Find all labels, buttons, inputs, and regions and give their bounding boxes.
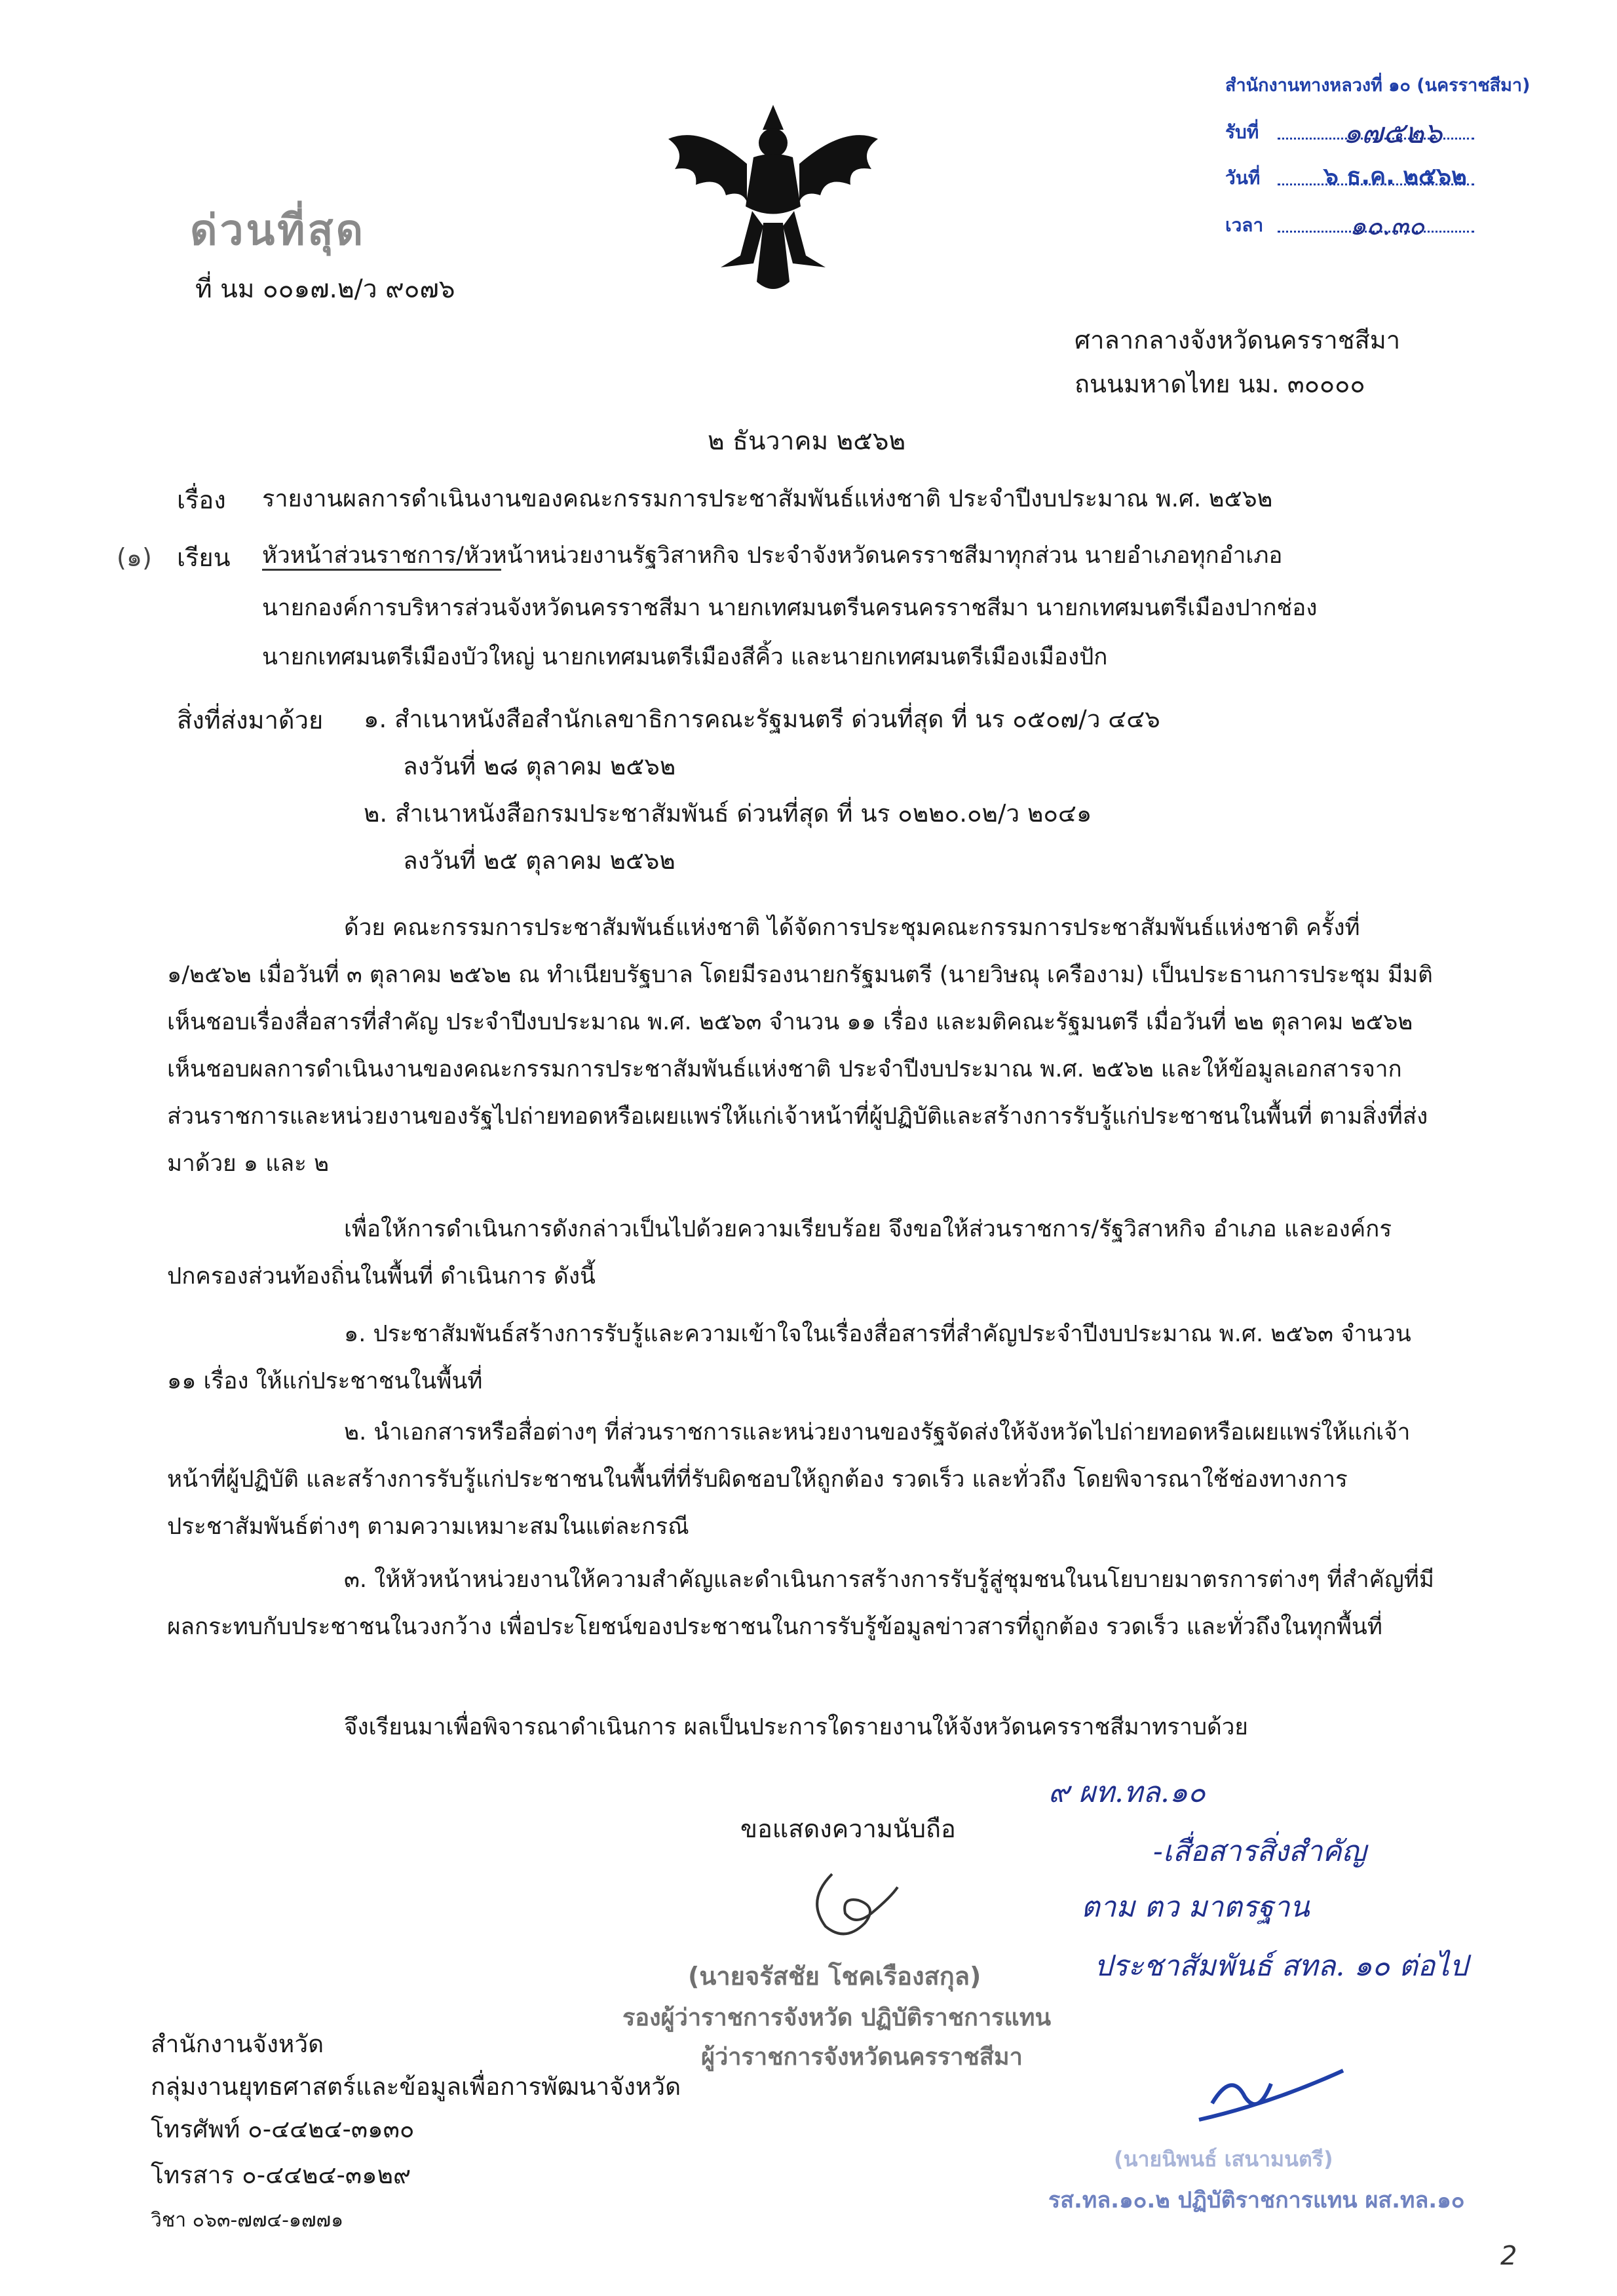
- handwritten-note-line-4: ประชาสัมพันธ์ สทล. ๑๐ ต่อไป: [1094, 1949, 1468, 1983]
- urgency-stamp: ด่วนที่สุด: [190, 206, 366, 255]
- signature: [793, 1861, 911, 1946]
- recipient-line-3: นายกเทศมนตรีเมืองบัวใหญ่ นายกเทศมนตรีเมืองสีคิ้ว และนายกเทศมนตรีเมืองเมืองปัก: [262, 644, 1108, 670]
- body-paragraph-2: เพื่อให้การดำเนินการดังกล่าวเป็นไปด้วยความเรียบร้อย จึงขอให้ส่วนราชการ/รัฐวิสาหกิจ อำเภอ และองค์กรปกครองส่วนท้องถิ่นในพื้นที่ ดำเนินการ ดังนี้: [167, 1216, 1392, 1290]
- signer-position-1: รองผู้ว่าราชการจังหวัด ปฏิบัติราชการแทน: [622, 2004, 1052, 2031]
- enclosure-item-1-date: ลงวันที่ ๒๘ ตุลาคม ๒๕๖๒: [403, 752, 676, 780]
- body-item-3: ๓. ให้หัวหน้าหน่วยงานให้ความสำคัญและดำเนินการสร้างการรับรู้สู่ชุมชนในนโยบายมาตรการต่างๆ ที่สำคัญที่มีผลกระทบกับประชาชนในวงกว้าง เพื่อประโยชน์ของประชาชนในการรับรู้ข้อมูลข่าวสารที่ถูกต้อง รวดเร็ว และทั่วถึงในทุกพื้นที่: [167, 1567, 1435, 1640]
- office-line-2: กลุ่มงานยุทธศาสตร์และข้อมูลเพื่อการพัฒนาจังหวัด: [151, 2073, 681, 2101]
- receipt-time-label: เวลา: [1225, 214, 1264, 236]
- recipient-line-1: หัวหน้าส่วนราชการ/หัวหน้าหน่วยงานรัฐวิสาหกิจ ประจำจังหวัดนครราชสีมาทุกส่วน นายอำเภอทุกอำเภอ: [262, 543, 1283, 569]
- recipient-label: เรียน: [177, 543, 231, 572]
- office-code: วิชา ๐๖๓-๗๗๔-๑๗๗๑: [151, 2209, 344, 2232]
- body-item-1: ๑. ประชาสัมพันธ์สร้างการรับรู้และความเข้าใจในเรื่องสื่อสารที่สำคัญประจำปีงบประมาณ พ.ศ. ๒๕๖๓ จำนวน ๑๑ เรื่อง ให้แก่ประชาชนในพื้นที่: [167, 1321, 1411, 1394]
- closing-salutation: ขอแสดงความนับถือ: [740, 1814, 956, 1843]
- receipt-time-value: ๑๐.๓๐: [1350, 211, 1425, 241]
- handwritten-note-line-2: -เสื่อสารสิ่งสำคัญ: [1153, 1835, 1367, 1868]
- enclosure-item-2: ๒. สำเนาหนังสือกรมประชาสัมพันธ์ ด่วนที่สุด ที่ นร ๐๒๒๐.๐๒/ว ๒๐๔๑: [364, 799, 1092, 828]
- subject-text: รายงานผลการดำเนินงานของคณะกรรมการประชาสัมพันธ์แห่งชาติ ประจำปีงบประมาณ พ.ศ. ๒๕๖๒: [262, 486, 1273, 512]
- page-mark: 2: [1500, 2241, 1517, 2271]
- sender-address-line-1: ศาลากลางจังหวัดนครราชสีมา: [1075, 326, 1401, 354]
- receipt-stamp-office: สำนักงานทางหลวงที่ ๑๐ (นครราชสีมา): [1225, 75, 1531, 96]
- bottom-stamp-name: (นายนิพนธ์ เสนามนตรี): [1114, 2147, 1333, 2172]
- reference-number: ที่ นม ๐๐๑๗.๒/ว ๙๐๗๖: [195, 275, 455, 304]
- bottom-stamp-position: รส.ทล.๑๐.๒ ปฏิบัติราชการแทน ผส.ทล.๑๐: [1048, 2187, 1465, 2213]
- recipient-mark: (๑): [117, 543, 152, 572]
- recipient-line-2: นายกองค์การบริหารส่วนจังหวัดนครราชสีมา นายกเทศมนตรีนครนครราชสีมา นายกเทศมนตรีเมืองปากช่อง: [262, 595, 1318, 621]
- handwritten-note-line-1: ๙ ผท.ทล.๑๐: [1048, 1776, 1206, 1809]
- office-fax: โทรสาร ๐-๔๔๒๔-๓๑๒๙: [151, 2161, 411, 2189]
- letter-date: ๒ ธันวาคม ๒๕๖๒: [708, 427, 906, 456]
- receipt-stamp: [1212, 66, 1566, 249]
- office-line-1: สำนักงานจังหวัด: [151, 2030, 324, 2058]
- enclosure-item-1: ๑. สำเนาหนังสือสำนักเลขาธิการคณะรัฐมนตรี ด่วนที่สุด ที่ นร ๐๕๐๗/ว ๔๔๖: [364, 705, 1160, 733]
- receipt-number-label: รับที่: [1225, 121, 1259, 143]
- signer-position-2: ผู้ว่าราชการจังหวัดนครราชสีมา: [701, 2044, 1023, 2071]
- body-paragraph-1: ด้วย คณะกรรมการประชาสัมพันธ์แห่งชาติ ได้จัดการประชุมคณะกรรมการประชาสัมพันธ์แห่งชาติ ครั้งที่ ๑/๒๕๖๒ เมื่อวันที่ ๓ ตุลาคม ๒๕๖๒ ณ ทำเนียบรัฐบาล โดยมีรองนายกรัฐมนตรี (นายวิษณุ เครืองาม) เป็นประธานการประชุม มีมติเห็นชอบเรื่องสื่อสารที่สำคัญ ประจำปีงบประมาณ พ.ศ. ๒๕๖๓ จำนวน ๑๑ เรื่อง และมติคณะรัฐมนตรี เมื่อวันที่ ๒๒ ตุลาคม ๒๕๖๒ เห็นชอบผลการดำเนินงานของคณะกรรมการประชาสัมพันธ์แห่งชาติ ประจำปีงบประมาณ พ.ศ. ๒๕๖๒ และให้ข้อมูลเอกสารจากส่วนราชการและหน่วยงานของรัฐไปถ่ายทอดหรือเผยแพร่ให้แก่เจ้าหน้าที่ผู้ปฏิบัติและสร้างการรับรู้แก่ประชาชนในพื้นที่ ตามสิ่งที่ส่งมาด้วย ๑ และ ๒: [167, 915, 1433, 1177]
- receipt-number-value: ๑๗๕๒๖: [1343, 117, 1443, 150]
- sender-address-line-2: ถนนมหาดไทย นม. ๓๐๐๐๐: [1075, 370, 1365, 398]
- body-item-2: ๒. นำเอกสารหรือสื่อต่างๆ ที่ส่วนราชการและหน่วยงานของรัฐจัดส่งให้จังหวัดไปถ่ายทอดหรือเผยแพร่ให้แก่เจ้าหน้าที่ผู้ปฏิบัติ และสร้างการรับรู้แก่ประชาชนในพื้นที่ที่รับผิดชอบให้ถูกต้อง รวดเร็ว และทั่วถึง โดยพิจารณาใช้ช่องทางการประชาสัมพันธ์ต่างๆ ตามความเหมาะสมในแต่ละกรณี: [167, 1419, 1411, 1540]
- subject-label: เรื่อง: [177, 486, 226, 514]
- receipt-date-value: ๖ ธ.ค. ๒๕๖๒: [1323, 163, 1467, 190]
- signer-name: (นายจรัสชัย โชคเรืองสกุล): [688, 1962, 981, 1991]
- handwritten-note-line-3: ตาม ตว มาตรฐาน: [1081, 1890, 1310, 1924]
- garuda-emblem: [655, 92, 891, 308]
- enclosure-label: สิ่งที่ส่งมาด้วย: [177, 706, 324, 735]
- initial-signature: [1186, 2057, 1356, 2130]
- closing-paragraph: จึงเรียนมาเพื่อพิจารณาดำเนินการ ผลเป็นประการใดรายงานให้จังหวัดนครราชสีมาทราบด้วย: [344, 1714, 1248, 1740]
- office-phone: โทรศัพท์ ๐-๔๔๒๔-๓๑๓๐: [151, 2115, 415, 2143]
- enclosure-item-2-date: ลงวันที่ ๒๕ ตุลาคม ๒๕๖๒: [403, 847, 675, 875]
- receipt-date-label: วันที่: [1225, 167, 1261, 189]
